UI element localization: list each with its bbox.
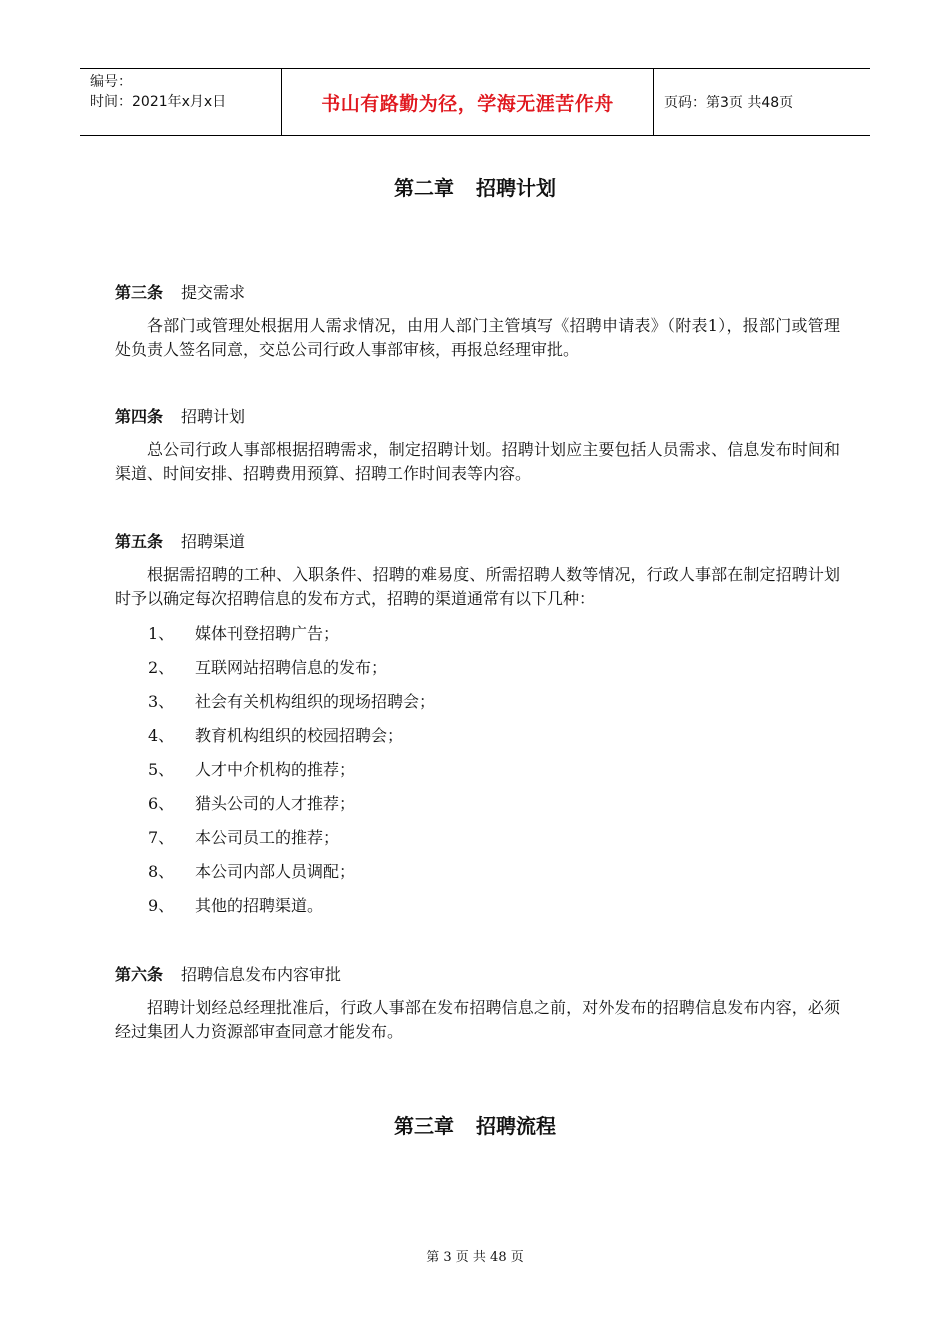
chapter-number: 第二章 (394, 176, 454, 200)
header-time: 时间：2021年x月x日 (90, 94, 227, 110)
channel-list (115, 617, 840, 923)
list-item: 8、 本公司内部人员调配； (148, 862, 356, 881)
list-item: 4、 教育机构组织的校园招聘会； (148, 726, 404, 745)
article-body: 根据需招聘的工种、入职条件、招聘的难易度、所需招聘人数等情况，行政人事部在制定招聘计划时予以确定每次招聘信息的发布方式，招聘的渠道通常有以下几种： (115, 565, 840, 608)
article-title: 提交需求 (181, 283, 246, 302)
chapter-number: 第三章 (394, 1114, 454, 1138)
article-3 (115, 280, 840, 362)
chapter-title: 招聘计划 (476, 176, 556, 200)
header-number: 编号： (90, 74, 132, 90)
list-item: 1、 媒体刊登招聘广告； (148, 624, 340, 643)
article-6 (115, 962, 840, 1044)
list-item: 3、 社会有关机构组织的现场招聘会； (148, 692, 436, 711)
chapter-title: 招聘流程 (476, 1114, 556, 1138)
article-body: 招聘计划经总经理批准后，行政人事部在发布招聘信息之前，对外发布的招聘信息发布内容，必须经过集团人力资源部审查同意才能发布。 (115, 998, 840, 1041)
list-item: 9、 其他的招聘渠道。 (148, 896, 324, 915)
article-body: 各部门或管理处根据用人需求情况，由用人部门主管填写《招聘申请表》（附表1），报部门或管理处负责人签名同意，交总公司行政人事部审核，再报总经理审批。 (115, 316, 840, 359)
article-5 (115, 529, 840, 923)
article-number: 第五条 (115, 532, 164, 551)
list-item: 5、 人才中介机构的推荐； (148, 760, 356, 779)
list-item: 6、 猎头公司的人才推荐； (148, 794, 356, 813)
article-4 (115, 404, 840, 486)
header-page: 页码：第3页 共48页 (664, 95, 794, 111)
header-meta (80, 69, 282, 135)
chapter-heading-2 (0, 172, 950, 201)
article-title: 招聘计划 (181, 407, 246, 426)
article-title: 招聘信息发布内容审批 (181, 965, 342, 984)
chapter-heading-3 (0, 1110, 950, 1139)
article-body: 总公司行政人事部根据招聘需求，制定招聘计划。招聘计划应主要包括人员需求、信息发布时间和渠道、时间安排、招聘费用预算、招聘工作时间表等内容。 (115, 440, 840, 483)
article-number: 第六条 (115, 965, 164, 984)
article-number: 第三条 (115, 283, 164, 302)
list-item: 2、 互联网站招聘信息的发布； (148, 658, 388, 677)
list-item: 7、 本公司员工的推荐； (148, 828, 340, 847)
article-title: 招聘渠道 (181, 532, 246, 551)
header-motto: 书山有路勤为径，学海无涯苦作舟 (282, 69, 654, 135)
article-number: 第四条 (115, 407, 164, 426)
page-header (80, 68, 870, 136)
page-footer: 第 3 页 共 48 页 (426, 1250, 524, 1265)
